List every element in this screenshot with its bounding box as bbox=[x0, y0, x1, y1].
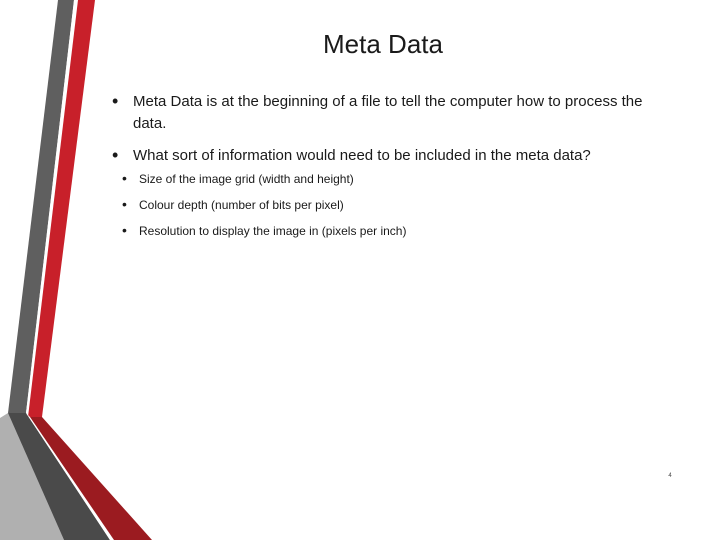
bullet-text: What sort of information would need to be included in the meta data? bbox=[133, 147, 591, 164]
sub-bullet-list bbox=[122, 170, 672, 240]
sub-bullet-dot-icon: • bbox=[122, 222, 127, 238]
bullet-dot-icon: • bbox=[112, 145, 119, 165]
sub-bullet-text: Size of the image grid (width and height) bbox=[139, 172, 354, 186]
sub-bullet-dot-icon: • bbox=[122, 196, 127, 212]
bullet-text: Meta Data is at the beginning of a file to tell the computer how to process the data. bbox=[133, 93, 643, 132]
sub-bullet-item bbox=[122, 222, 672, 240]
sub-bullet-dot-icon: • bbox=[122, 170, 127, 186]
bullet-list bbox=[112, 91, 672, 248]
sub-bullet-text: Resolution to display the image in (pixels per inch) bbox=[139, 224, 407, 238]
bullet-dot-icon: • bbox=[112, 91, 119, 111]
slide-title: Meta Data bbox=[323, 29, 443, 59]
bullet-item bbox=[112, 145, 672, 240]
page-number: 4 bbox=[668, 473, 672, 479]
sub-bullet-text: Colour depth (number of bits per pixel) bbox=[139, 198, 344, 212]
sub-bullet-item bbox=[122, 196, 672, 214]
sub-bullet-item bbox=[122, 170, 672, 188]
bullet-item bbox=[112, 91, 672, 135]
